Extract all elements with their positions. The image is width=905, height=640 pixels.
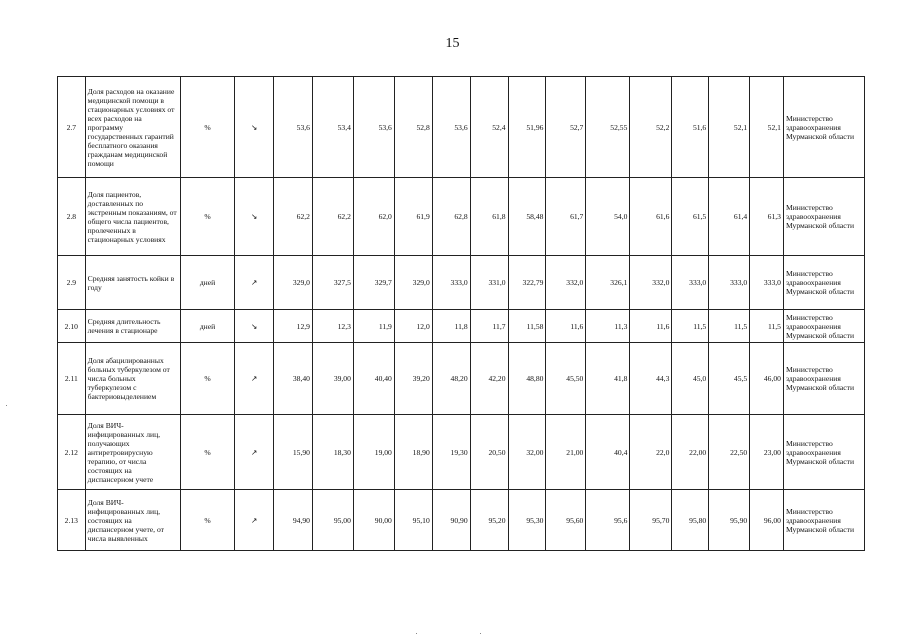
table-row <box>58 310 865 343</box>
value-cell: 62,2 <box>312 178 353 256</box>
value-cell: 53,6 <box>353 77 394 178</box>
value-cell: 95,30 <box>508 490 546 551</box>
value-cell: 40,40 <box>353 343 394 415</box>
value-cell: 52,1 <box>750 77 784 178</box>
value-cell: 52,2 <box>630 77 672 178</box>
row-number: 2.13 <box>58 490 86 551</box>
value-cell: 95,70 <box>630 490 672 551</box>
trend-arrow-icon: ↗ <box>235 343 274 415</box>
value-cell: 333,0 <box>750 256 784 310</box>
indicator-name: Доля ВИЧ-инфицированных лиц, состоящих на диспансерном учете, от числа выявленных <box>85 490 180 551</box>
unit-cell: % <box>180 415 234 490</box>
responsible-cell: Министерство здравоохранения Мурманской области <box>783 310 864 343</box>
value-cell: 11,9 <box>353 310 394 343</box>
value-cell: 11,5 <box>672 310 709 343</box>
value-cell: 11,6 <box>630 310 672 343</box>
value-cell: 22,50 <box>709 415 750 490</box>
value-cell: 12,0 <box>394 310 432 343</box>
indicators-table <box>57 76 865 551</box>
value-cell: 322,79 <box>508 256 546 310</box>
value-cell: 22,0 <box>630 415 672 490</box>
value-cell: 51,6 <box>672 77 709 178</box>
value-cell: 61,6 <box>630 178 672 256</box>
value-cell: 41,8 <box>586 343 630 415</box>
responsible-cell: Министерство здравоохранения Мурманской области <box>783 256 864 310</box>
unit-cell: % <box>180 490 234 551</box>
value-cell: 62,8 <box>432 178 470 256</box>
value-cell: 20,50 <box>470 415 508 490</box>
value-cell: 11,5 <box>750 310 784 343</box>
row-number: 2.12 <box>58 415 86 490</box>
value-cell: 48,20 <box>432 343 470 415</box>
value-cell: 61,4 <box>709 178 750 256</box>
value-cell: 42,20 <box>470 343 508 415</box>
value-cell: 95,6 <box>586 490 630 551</box>
value-cell: 48,80 <box>508 343 546 415</box>
row-number: 2.11 <box>58 343 86 415</box>
value-cell: 329,0 <box>394 256 432 310</box>
scan-speck <box>480 633 481 634</box>
unit-cell: % <box>180 343 234 415</box>
value-cell: 90,00 <box>353 490 394 551</box>
table-row <box>58 415 865 490</box>
value-cell: 19,30 <box>432 415 470 490</box>
value-cell: 11,58 <box>508 310 546 343</box>
unit-cell: дней <box>180 256 234 310</box>
value-cell: 327,5 <box>312 256 353 310</box>
trend-arrow-icon: ↘ <box>235 178 274 256</box>
value-cell: 19,00 <box>353 415 394 490</box>
value-cell: 23,00 <box>750 415 784 490</box>
indicator-name: Доля расходов на оказание медицинской помощи в стационарных условиях от всех расходов на программу государственных гарантий бесплатного оказания гражданам медицинской помощи <box>85 77 180 178</box>
value-cell: 53,6 <box>432 77 470 178</box>
responsible-cell: Министерство здравоохранения Мурманской области <box>783 178 864 256</box>
table-row <box>58 256 865 310</box>
value-cell: 52,1 <box>709 77 750 178</box>
value-cell: 94,90 <box>274 490 313 551</box>
value-cell: 45,50 <box>546 343 586 415</box>
value-cell: 40,4 <box>586 415 630 490</box>
value-cell: 95,20 <box>470 490 508 551</box>
indicator-name: Доля пациентов, доставленных по экстренным показаниям, от общего числа пациентов, пролеченных в стационарных условиях <box>85 178 180 256</box>
value-cell: 11,7 <box>470 310 508 343</box>
value-cell: 12,9 <box>274 310 313 343</box>
value-cell: 52,7 <box>546 77 586 178</box>
value-cell: 45,0 <box>672 343 709 415</box>
value-cell: 52,55 <box>586 77 630 178</box>
table-row <box>58 343 865 415</box>
value-cell: 21,00 <box>546 415 586 490</box>
row-number: 2.10 <box>58 310 86 343</box>
value-cell: 32,00 <box>508 415 546 490</box>
value-cell: 61,3 <box>750 178 784 256</box>
value-cell: 61,5 <box>672 178 709 256</box>
indicator-name: Средняя занятость койки в году <box>85 256 180 310</box>
value-cell: 52,4 <box>470 77 508 178</box>
indicator-name: Доля абацилированных больных туберкулезом от числа больных туберкулезом с бактериовыделением <box>85 343 180 415</box>
table-body <box>58 77 865 551</box>
scan-speck <box>416 633 417 634</box>
value-cell: 95,60 <box>546 490 586 551</box>
value-cell: 38,40 <box>274 343 313 415</box>
unit-cell: дней <box>180 310 234 343</box>
value-cell: 18,30 <box>312 415 353 490</box>
value-cell: 11,5 <box>709 310 750 343</box>
value-cell: 62,0 <box>353 178 394 256</box>
page-number: 15 <box>445 36 460 51</box>
table-row <box>58 490 865 551</box>
trend-arrow-icon: ↗ <box>235 256 274 310</box>
value-cell: 62,2 <box>274 178 313 256</box>
scan-speck <box>6 405 7 406</box>
value-cell: 52,8 <box>394 77 432 178</box>
table-row <box>58 178 865 256</box>
value-cell: 95,10 <box>394 490 432 551</box>
responsible-cell: Министерство здравоохранения Мурманской области <box>783 415 864 490</box>
value-cell: 96,00 <box>750 490 784 551</box>
row-number: 2.8 <box>58 178 86 256</box>
value-cell: 53,4 <box>312 77 353 178</box>
value-cell: 95,90 <box>709 490 750 551</box>
value-cell: 61,9 <box>394 178 432 256</box>
value-cell: 95,80 <box>672 490 709 551</box>
responsible-cell: Министерство здравоохранения Мурманской области <box>783 490 864 551</box>
value-cell: 22,00 <box>672 415 709 490</box>
value-cell: 18,90 <box>394 415 432 490</box>
value-cell: 61,8 <box>470 178 508 256</box>
value-cell: 11,6 <box>546 310 586 343</box>
indicator-name: Средняя длительность лечения в стационаре <box>85 310 180 343</box>
unit-cell: % <box>180 178 234 256</box>
row-number: 2.7 <box>58 77 86 178</box>
value-cell: 61,7 <box>546 178 586 256</box>
value-cell: 11,3 <box>586 310 630 343</box>
trend-arrow-icon: ↗ <box>235 415 274 490</box>
value-cell: 333,0 <box>672 256 709 310</box>
value-cell: 53,6 <box>274 77 313 178</box>
value-cell: 333,0 <box>432 256 470 310</box>
value-cell: 90,90 <box>432 490 470 551</box>
responsible-cell: Министерство здравоохранения Мурманской области <box>783 77 864 178</box>
value-cell: 15,90 <box>274 415 313 490</box>
value-cell: 39,00 <box>312 343 353 415</box>
responsible-cell: Министерство здравоохранения Мурманской области <box>783 343 864 415</box>
trend-arrow-icon: ↘ <box>235 77 274 178</box>
indicator-name: Доля ВИЧ-инфицированных лиц, получающих антиретровирусную терапию, от числа состоящих на диспансерном учете <box>85 415 180 490</box>
value-cell: 95,00 <box>312 490 353 551</box>
value-cell: 12,3 <box>312 310 353 343</box>
value-cell: 46,00 <box>750 343 784 415</box>
value-cell: 44,3 <box>630 343 672 415</box>
value-cell: 332,0 <box>546 256 586 310</box>
value-cell: 332,0 <box>630 256 672 310</box>
value-cell: 11,8 <box>432 310 470 343</box>
value-cell: 45,5 <box>709 343 750 415</box>
unit-cell: % <box>180 77 234 178</box>
table-row <box>58 77 865 178</box>
value-cell: 39,20 <box>394 343 432 415</box>
trend-arrow-icon: ↘ <box>235 310 274 343</box>
value-cell: 329,7 <box>353 256 394 310</box>
value-cell: 329,0 <box>274 256 313 310</box>
trend-arrow-icon: ↗ <box>235 490 274 551</box>
value-cell: 58,48 <box>508 178 546 256</box>
value-cell: 51,96 <box>508 77 546 178</box>
value-cell: 326,1 <box>586 256 630 310</box>
row-number: 2.9 <box>58 256 86 310</box>
value-cell: 333,0 <box>709 256 750 310</box>
value-cell: 54,0 <box>586 178 630 256</box>
value-cell: 331,0 <box>470 256 508 310</box>
